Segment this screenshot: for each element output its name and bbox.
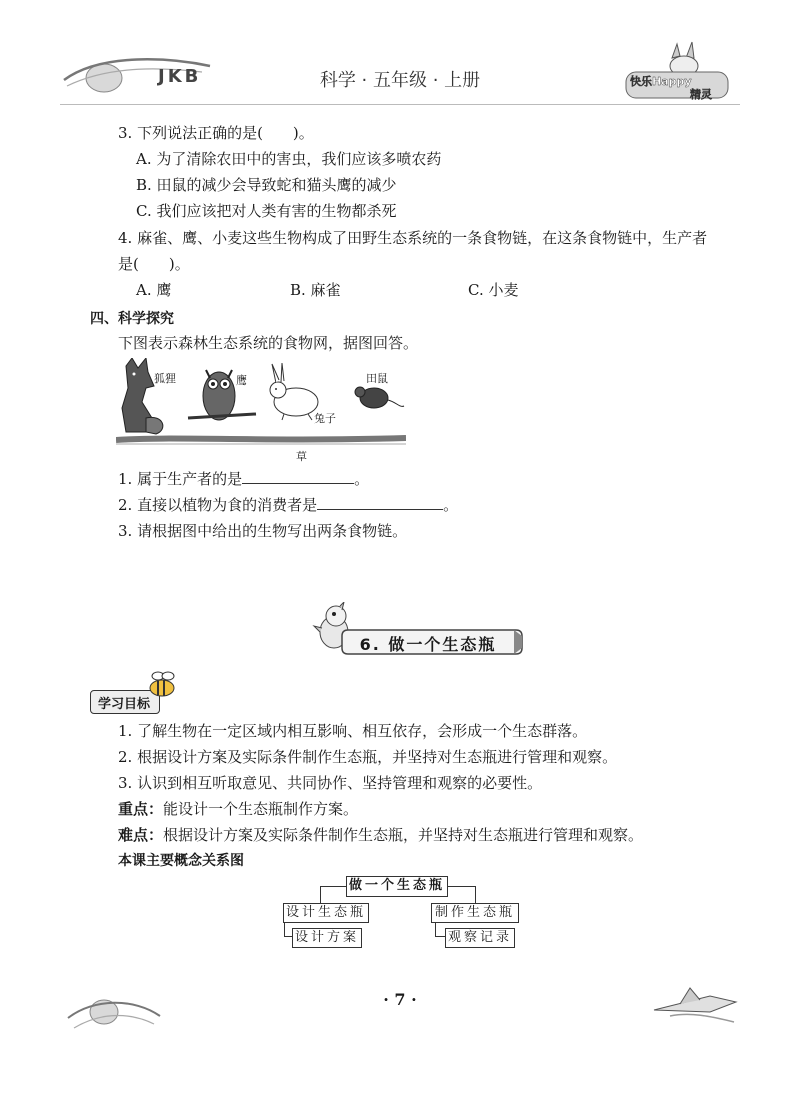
question-3-option-b: B. 田鼠的减少会导致蛇和猫头鹰的减少 (136, 176, 397, 194)
goal-1: 1. 了解生物在一定区域内相互影响、相互依存，会形成一个生态群落。 (118, 722, 588, 740)
section-4-title: 四、科学探究 (90, 311, 174, 327)
difficulty-label: 难点： (118, 826, 164, 844)
goal-3: 3. 认识到相互听取意见、共同协作、坚持管理和观察的必要性。 (118, 774, 543, 792)
key-label: 重点： (118, 800, 164, 818)
question-4-option-b: B. 麻雀 (290, 281, 341, 299)
page-number: · 7 · (383, 990, 417, 1009)
concept-left: 设计生态瓶 (283, 903, 369, 923)
spaceship-footer-icon (650, 982, 740, 1026)
answer-blank-1[interactable] (242, 469, 354, 484)
concept-right-child: 观察记录 (445, 928, 515, 948)
goal-2: 2. 根据设计方案及实际条件制作生态瓶，并坚持对生态瓶进行管理和观察。 (118, 748, 618, 766)
concept-line-root-right (446, 886, 476, 887)
rabbit-icon (270, 363, 318, 420)
question-3-stem: 3. 下列说法正确的是( )。 (118, 124, 314, 142)
question-3-option-c: C. 我们应该把对人类有害的生物都杀死 (136, 202, 397, 220)
bee-icon (144, 670, 178, 700)
concept-line-left-down (320, 886, 321, 904)
logo-text-bottom: 精灵 (690, 88, 712, 101)
concept-line-left-child (284, 922, 285, 936)
section-4-question-2-text: 2. 直接以植物为食的消费者是 (118, 496, 318, 514)
page-header-title: 科学 · 五年级 · 上册 (319, 70, 481, 91)
brand-logo: JKB (158, 66, 202, 87)
label-mouse: 田鼠 (366, 372, 388, 385)
key-point (118, 799, 358, 819)
section-4-question-1-text: 1. 属于生产者的是 (118, 470, 243, 488)
concept-map-title: 本课主要概念关系图 (118, 853, 244, 869)
concept-line-right-down (475, 886, 476, 904)
difficulty-text: 根据设计方案及实际条件制作生态瓶，并坚持对生态瓶进行管理和观察。 (163, 826, 644, 844)
concept-left-child: 设计方案 (292, 928, 362, 948)
concept-line-right-child-h (435, 936, 445, 937)
lesson-title: 6. 做一个生态瓶 (359, 635, 497, 654)
section-4-question-3: 3. 请根据图中给出的生物写出两条食物链。 (118, 522, 408, 540)
key-text: 能设计一个生态瓶制作方案。 (163, 800, 359, 818)
question-4-stem-line2: 是( )。 (118, 255, 190, 273)
header-rule (60, 104, 740, 105)
label-eagle: 鹰 (236, 374, 247, 387)
label-fox: 狐狸 (154, 372, 176, 385)
logo-text-top: 快乐Happy (630, 75, 692, 88)
question-4-stem-line1: 4. 麻雀、鹰、小麦这些生物构成了田野生态系统的一条食物链，在这条食物链中，生产者 (118, 229, 708, 247)
mouse-icon (355, 387, 404, 408)
label-rabbit: 兔子 (314, 412, 336, 425)
happy-sprite-logo-icon (622, 40, 732, 102)
difficulty-point (118, 825, 643, 845)
concept-line-right-child (435, 922, 436, 936)
section-4-question-2 (118, 495, 458, 515)
concept-line-left-child-h (284, 936, 292, 937)
question-3-option-a: A. 为了清除农田中的害虫，我们应该多喷农药 (136, 150, 442, 168)
end-mark-1: 。 (354, 470, 370, 488)
goals-label: 学习目标 (97, 697, 150, 712)
question-4-option-c: C. 小麦 (468, 281, 519, 299)
section-4-intro: 下图表示森林生态系统的食物网，据图回答。 (118, 334, 419, 352)
end-mark-2: 。 (443, 496, 459, 514)
concept-right: 制作生态瓶 (431, 903, 519, 923)
planet-footer-icon (64, 988, 164, 1034)
concept-line-root-left (320, 886, 346, 887)
label-grass: 草 (296, 450, 307, 463)
answer-blank-2[interactable] (317, 495, 443, 510)
section-4-question-1 (118, 469, 369, 489)
concept-root: 做一个生态瓶 (346, 876, 448, 897)
question-4-option-a: A. 鹰 (136, 281, 172, 299)
